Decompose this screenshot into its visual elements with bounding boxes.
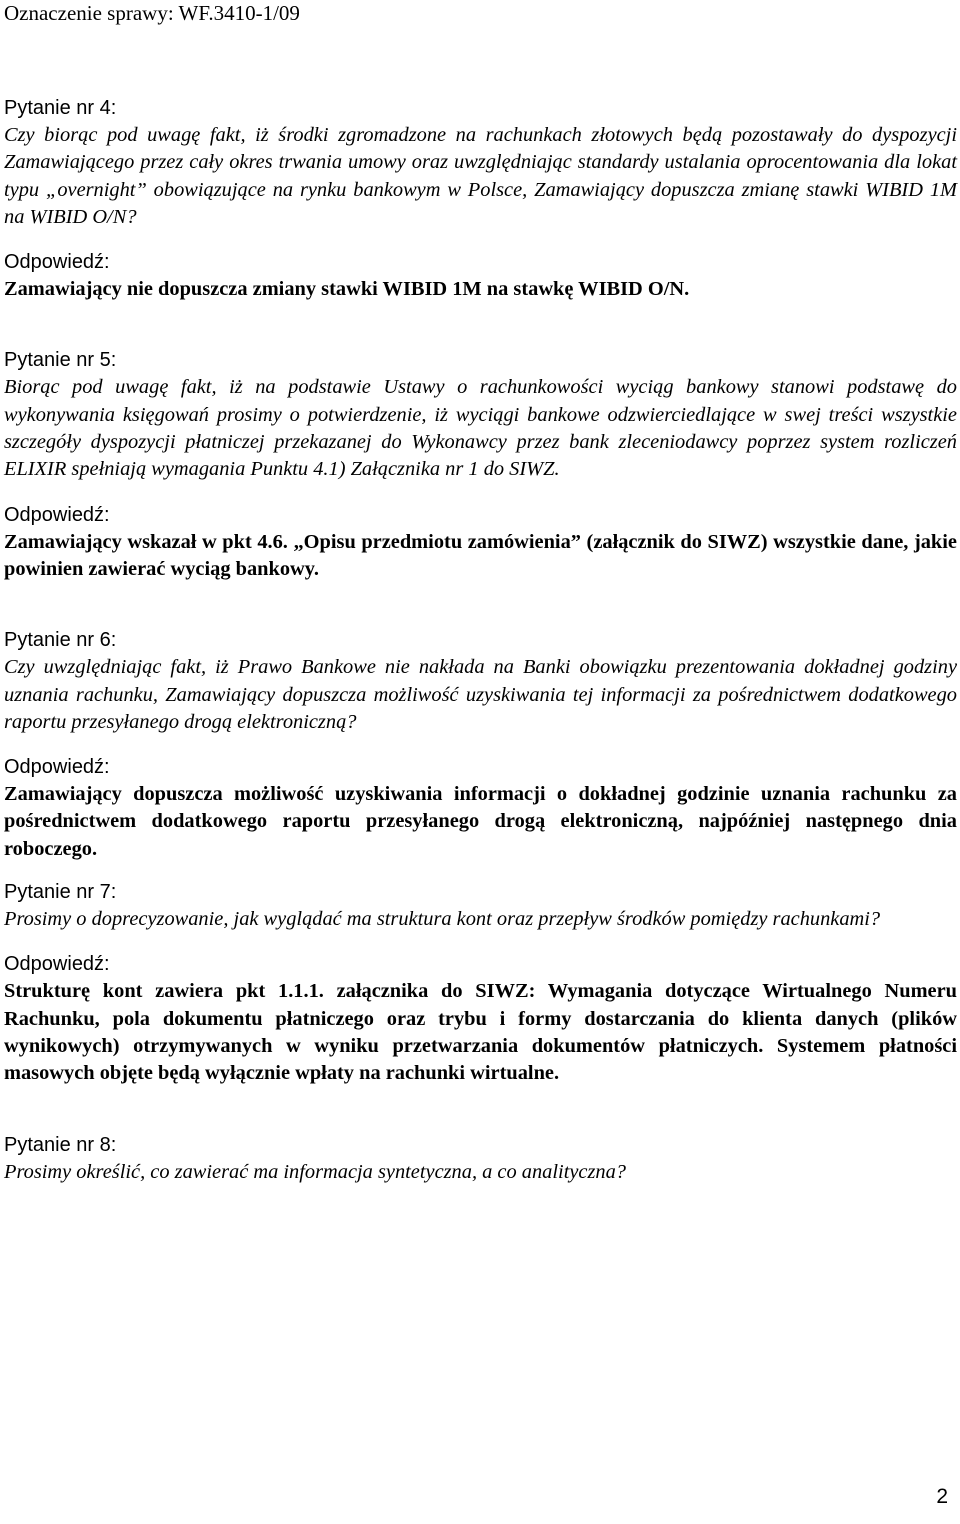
answer-title: Odpowiedź: (4, 953, 110, 976)
answer-title: Odpowiedź: (4, 503, 110, 526)
answer-text: Zamawiający wskazał w pkt 4.6. „Opisu przedmiotu zamówienia” (załącznik do SIWZ) wszystkie dane, jakie powinien zawierać wyciąg bankowy. (4, 530, 957, 580)
answer-title: Odpowiedź: (4, 251, 110, 274)
question-title: Pytanie nr 4: (4, 97, 117, 119)
answer-title: Odpowiedź: (4, 756, 110, 779)
question-title: Pytanie nr 7: (4, 881, 117, 904)
answer-text: Zamawiający nie dopuszcza zmiany stawki WIBID 1M na stawkę WIBID O/N. (4, 278, 690, 301)
qa-document (4, 95, 957, 1186)
question-block-4 (4, 95, 957, 303)
question-block-5 (4, 347, 957, 583)
answer-text: Strukturę kont zawiera pkt 1.1.1. załącznika do SIWZ: Wymagania dotyczące Wirtualnego Numeru Rachunku, pola dokumentu płatniczego oraz trybu i formy dostarczania do klienta danych (plików wynikowych) otrzymywanych w wyniku przetwarzania dokumentów płatniczych. Systemem płatności masowych objęte będą wyłącznie wpłaty na rachunki wirtualne. (4, 980, 957, 1085)
question-text: Prosimy o doprecyzowanie, jak wyglądać ma struktura kont oraz przepływ środków pomiędzy rachunkami? (4, 908, 881, 931)
page-number: 2 (936, 1485, 948, 1508)
question-title: Pytanie nr 6: (4, 629, 117, 652)
question-text: Czy uwzględniając fakt, iż Prawo Bankowe nie nakłada na Banki obowiązku prezentowania dokładnej godziny uznania rachunku, Zamawiający dopuszcza możliwość uzyskiwania tej informacji za pośrednictwem dodatkowego raportu przesyłanego drogą elektroniczną? (4, 656, 957, 733)
question-text: Biorąc pod uwagę fakt, iż na podstawie Ustawy o rachunkowości wyciąg bankowy stanowi podstawę do wykonywania księgowań prosimy o potwierdzenie, iż wyciągi bankowe odzwierciedlające w swej treści wszystkie szczegóły dyspozycji płatniczej przekazanej do Wykonawcy przez bank zleceniodawcy poprzez system rozliczeń ELIXIR spełniają wymagania Punktu 4.1) Załącznika nr 1 do SIWZ. (4, 376, 957, 481)
question-block-7 (4, 879, 957, 1087)
question-title: Pytanie nr 8: (4, 1133, 117, 1156)
question-block-8 (4, 1132, 957, 1186)
question-block-6 (4, 627, 957, 863)
question-text: Prosimy określić, co zawierać ma informacja syntetyczna, a co analityczna? (4, 1160, 626, 1183)
question-text: Czy biorąc pod uwagę fakt, iż środki zgromadzone na rachunkach złotowych będą pozostawały do dyspozycji Zamawiającego przez cały okres trwania umowy oraz uwzględniając standardy ustalania oprocentowania dla lokat typu „overnight” obowiązujące na rynku bankowym w Polsce, Zamawiający dopuszcza zmianę stawki WIBID 1M na WIBID O/N? (4, 124, 957, 228)
case-reference: Oznaczenie sprawy: WF.3410-1/09 (4, 1, 300, 25)
question-title: Pytanie nr 5: (4, 349, 117, 372)
answer-text: Zamawiający dopuszcza możliwość uzyskiwania informacji o dokładnej godzinie uznania rachunku za pośrednictwem dodatkowego raportu przesyłanego drogą elektroniczną, najpóźniej następnego dnia roboczego. (4, 783, 957, 860)
